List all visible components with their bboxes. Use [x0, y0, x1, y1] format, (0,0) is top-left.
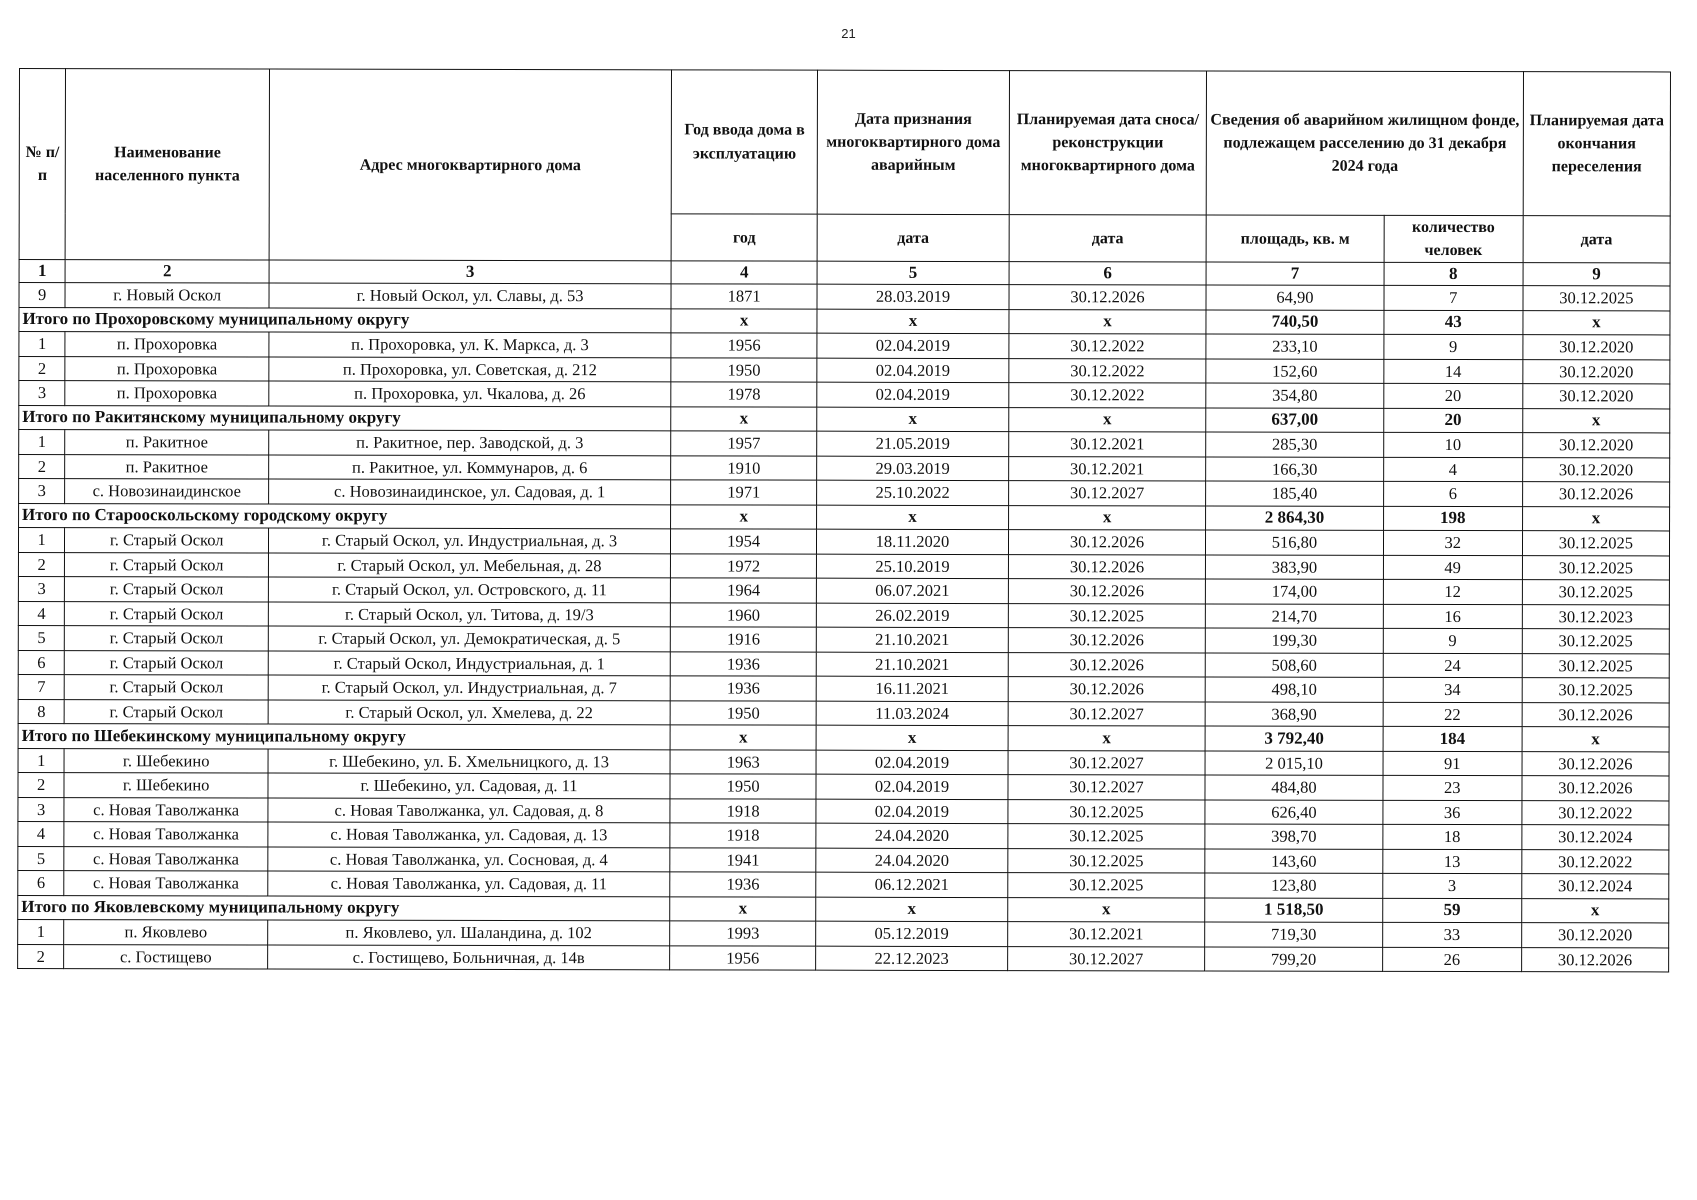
table-cell: 368,90	[1205, 702, 1382, 727]
total-cell: x	[1522, 507, 1669, 532]
table-cell: 30.12.2025	[1522, 678, 1669, 703]
table-cell: 383,90	[1206, 555, 1383, 580]
table-cell: 30.12.2026	[1521, 948, 1668, 973]
table-row	[19, 381, 1670, 409]
total-row	[19, 405, 1670, 433]
table-row	[18, 601, 1669, 629]
table-row	[18, 846, 1669, 874]
table-cell: г. Старый Оскол	[64, 699, 268, 724]
table-cell: 1	[19, 332, 65, 357]
table-cell: 1	[18, 920, 64, 945]
table-cell: 30.12.2025	[1008, 603, 1206, 628]
table-cell: 18.11.2020	[817, 530, 1009, 555]
total-cell: 59	[1382, 898, 1521, 923]
table-body	[18, 283, 1670, 972]
table-cell: п. Прохоровка	[65, 356, 269, 381]
table-cell: г. Старый Оскол	[65, 650, 269, 675]
table-row	[19, 283, 1670, 311]
table-cell: 4	[18, 601, 64, 626]
table-cell: п. Прохоровка, ул. Чкалова, д. 26	[269, 381, 671, 406]
table-cell: 3	[1382, 874, 1521, 899]
total-cell: x	[1523, 409, 1670, 434]
table-row	[18, 552, 1669, 580]
total-cell: x	[1007, 897, 1205, 922]
table-row	[18, 699, 1669, 727]
table-cell: 30.12.2025	[1523, 286, 1670, 311]
table-cell: 1	[18, 528, 64, 553]
table-cell: 285,30	[1206, 432, 1383, 457]
table-cell: с. Гостищево	[64, 944, 268, 969]
table-cell: 30.12.2020	[1523, 360, 1670, 385]
table-cell: 30.12.2026	[1008, 652, 1206, 677]
table-cell: 64,90	[1206, 285, 1383, 310]
table-cell: 30.12.2027	[1008, 481, 1206, 506]
table-cell: 7	[1384, 286, 1523, 311]
table-cell: 30.12.2025	[1522, 580, 1669, 605]
table-cell: п. Ракитное	[65, 430, 269, 455]
table-cell: п. Ракитное	[65, 454, 269, 479]
column-number: 8	[1384, 263, 1523, 286]
table-cell: 16.11.2021	[816, 677, 1008, 702]
table-cell: 8	[18, 699, 64, 724]
table-cell: 30.12.2025	[1522, 629, 1669, 654]
total-cell: x	[1008, 407, 1206, 432]
table-cell: 1936	[670, 872, 816, 897]
table-cell: 02.04.2019	[817, 358, 1009, 383]
table-cell: 30.12.2026	[1008, 628, 1206, 653]
subheader-year: год	[671, 214, 817, 262]
table-row	[18, 773, 1669, 801]
table-cell: г. Старый Оскол	[65, 528, 269, 553]
table-cell: 30.12.2022	[1009, 358, 1207, 383]
table-cell: 5	[18, 626, 64, 651]
table-cell: 18	[1383, 825, 1522, 850]
table-cell: 1963	[670, 750, 816, 775]
table-cell: г. Старый Оскол, ул. Индустриальная, д. 3	[268, 528, 670, 553]
table-cell: 02.04.2019	[816, 775, 1008, 800]
table-cell: 49	[1383, 555, 1522, 580]
table-cell: 30.12.2027	[1008, 701, 1206, 726]
column-number: 5	[817, 262, 1009, 285]
table-cell: 1957	[671, 431, 817, 456]
table-cell: 30.12.2026	[1008, 677, 1206, 702]
total-cell: x	[1523, 311, 1670, 336]
table-cell: 6	[18, 871, 64, 896]
table-cell: 25.10.2022	[817, 481, 1009, 506]
table-cell: 3	[19, 381, 65, 406]
column-number: 6	[1009, 262, 1207, 285]
table-cell: г. Старый Оскол, ул. Демократическая, д. 5	[268, 626, 670, 651]
table-cell: г. Старый Оскол, ул. Мебельная, д. 28	[268, 553, 670, 578]
table-cell: 14	[1384, 359, 1523, 384]
table-cell: 30.12.2024	[1522, 874, 1669, 899]
subheader-date: дата	[817, 214, 1009, 262]
table-cell: с. Новозинаидинское, ул. Садовая, д. 1	[269, 479, 671, 504]
total-cell: x	[671, 309, 817, 334]
table-cell: 1950	[670, 701, 816, 726]
header-year: Год ввода дома в эксплуатацию	[671, 70, 817, 214]
table-cell: 24	[1383, 653, 1522, 678]
table-cell: 3	[18, 797, 64, 822]
total-cell: x	[671, 505, 817, 530]
table-cell: п. Прохоровка	[65, 381, 269, 406]
table-cell: 02.04.2019	[817, 334, 1009, 359]
table-cell: 4	[18, 822, 64, 847]
table-cell: 508,60	[1206, 653, 1383, 678]
total-cell: 184	[1383, 727, 1522, 752]
table-cell: 20	[1383, 384, 1522, 409]
total-row	[18, 724, 1669, 752]
table-cell: 30.12.2021	[1007, 922, 1205, 947]
table-cell: 23	[1383, 776, 1522, 801]
table-cell: 30.12.2026	[1008, 579, 1206, 604]
table-cell: г. Новый Оскол	[65, 283, 269, 308]
table-cell: 36	[1383, 800, 1522, 825]
table-cell: п. Яковлево	[64, 920, 268, 945]
table-cell: 30.12.2021	[1008, 432, 1206, 457]
table-cell: 30.12.2025	[1522, 654, 1669, 679]
table-cell: г. Старый Оскол	[65, 552, 269, 577]
table-cell: 30.12.2023	[1522, 605, 1669, 630]
table-cell: с. Гостищево, Больничная, д. 14в	[268, 945, 670, 970]
table-cell: 12	[1383, 580, 1522, 605]
header-recognized: Дата признания многоквартирного дома аварийным	[817, 70, 1009, 214]
total-cell: 43	[1384, 310, 1523, 335]
table-cell: 11.03.2024	[816, 701, 1008, 726]
table-cell: 6	[1383, 482, 1522, 507]
table-row	[18, 577, 1669, 605]
table-cell: г. Старый Оскол	[65, 601, 269, 626]
table-cell: 199,30	[1206, 628, 1383, 653]
table-cell: 1960	[670, 603, 816, 628]
table-cell: 1936	[670, 676, 816, 701]
table-cell: 2	[18, 944, 64, 969]
table-cell: 1936	[670, 652, 816, 677]
total-row	[19, 307, 1670, 335]
table-cell: 3	[19, 479, 65, 504]
table-cell: 1941	[670, 848, 816, 873]
table-cell: 30.12.2026	[1008, 530, 1206, 555]
table-cell: 719,30	[1205, 922, 1382, 947]
table-cell: 1910	[671, 456, 817, 481]
table-cell: г. Старый Оскол, Индустриальная, д. 1	[268, 651, 670, 676]
total-cell: x	[1008, 726, 1206, 751]
table-cell: 185,40	[1206, 481, 1383, 506]
table-cell: 30.12.2026	[1009, 285, 1207, 310]
table-cell: 398,70	[1205, 824, 1382, 849]
table-row	[19, 479, 1670, 507]
table-cell: 1993	[670, 921, 816, 946]
table-cell: 30.12.2026	[1522, 752, 1669, 777]
column-number: 1	[19, 260, 65, 283]
table-row	[18, 650, 1669, 678]
table-row	[18, 528, 1669, 556]
table-cell: 2	[18, 773, 64, 798]
table-cell: г. Шебекино, ул. Б. Хмельницкого, д. 13	[268, 749, 670, 774]
table-cell: с. Новая Таволжанка, ул. Садовая, д. 8	[268, 798, 670, 823]
table-cell: 05.12.2019	[816, 922, 1008, 947]
table-cell: 29.03.2019	[817, 456, 1009, 481]
table-cell: г. Старый Оскол	[65, 626, 269, 651]
table-cell: г. Старый Оскол, ул. Титова, д. 19/3	[268, 602, 670, 627]
table-cell: 1978	[671, 382, 817, 407]
total-cell: x	[671, 407, 817, 432]
table-cell: 9	[19, 283, 65, 308]
table-cell: 30.12.2022	[1009, 334, 1207, 359]
table-cell: 9	[1384, 335, 1523, 360]
table-cell: 498,10	[1205, 677, 1382, 702]
table-cell: 24.04.2020	[816, 824, 1008, 849]
total-cell: 637,00	[1206, 408, 1383, 433]
table-cell: 06.12.2021	[816, 873, 1008, 898]
column-number: 7	[1206, 262, 1383, 285]
table-cell: 174,00	[1206, 579, 1383, 604]
total-cell: x	[1522, 727, 1669, 752]
total-cell: 1 518,50	[1205, 898, 1382, 923]
table-cell: 1954	[671, 529, 817, 554]
table-cell: п. Ракитное, пер. Заводской, д. 3	[269, 430, 671, 455]
table-cell: 30.12.2022	[1522, 850, 1669, 875]
table-row	[18, 748, 1669, 776]
table-cell: 13	[1383, 849, 1522, 874]
table-cell: г. Шебекино	[64, 748, 268, 773]
table-cell: 1	[18, 748, 64, 773]
total-cell: x	[670, 725, 816, 750]
table-cell: 484,80	[1205, 775, 1382, 800]
table-cell: 30.12.2020	[1522, 458, 1669, 483]
column-number-row	[19, 260, 1670, 286]
total-title: Итого по Шебекинскому муниципальному округу	[18, 724, 670, 750]
table-cell: п. Прохоровка, ул. К. Маркса, д. 3	[269, 332, 671, 357]
table-cell: 1972	[671, 554, 817, 579]
column-number: 2	[65, 260, 269, 283]
table-cell: 30.12.2020	[1521, 923, 1668, 948]
table-cell: 143,60	[1205, 849, 1382, 874]
table-cell: с. Новая Таволжанка	[64, 797, 268, 822]
table-cell: 1	[19, 430, 65, 455]
page-number: 21	[841, 26, 856, 41]
header-address: Адрес многоквартирного дома	[269, 69, 672, 261]
table-cell: 1918	[670, 823, 816, 848]
table-cell: 02.04.2019	[816, 799, 1008, 824]
total-cell: 2 864,30	[1206, 506, 1383, 531]
table-cell: 02.04.2019	[816, 750, 1008, 775]
table-cell: г. Старый Оскол	[65, 675, 269, 700]
table-cell: с. Новая Таволжанка, ул. Садовая, д. 13	[268, 822, 670, 847]
table-cell: 30.12.2022	[1522, 801, 1669, 826]
table-row	[18, 822, 1669, 850]
table-cell: 2 015,10	[1205, 751, 1382, 776]
header-num: № п/п	[19, 69, 66, 260]
table-row	[18, 675, 1669, 703]
header-settlement: Наименование населенного пункта	[65, 69, 269, 261]
total-title: Итого по Ракитянскому муниципальному округу	[19, 405, 671, 431]
table-cell: 2	[18, 552, 64, 577]
table-cell: г. Старый Оскол, ул. Хмелева, д. 22	[268, 700, 670, 725]
table-cell: 16	[1383, 604, 1522, 629]
table-row	[19, 430, 1670, 458]
table-row	[19, 332, 1670, 360]
table-cell: г. Старый Оскол, ул. Индустриальная, д. 7	[268, 675, 670, 700]
table-cell: с. Новая Таволжанка	[64, 871, 268, 896]
table-cell: 30.12.2022	[1009, 383, 1207, 408]
table-cell: 1918	[670, 799, 816, 824]
table-row	[18, 944, 1669, 972]
table-cell: 33	[1382, 923, 1521, 948]
table-cell: 30.12.2020	[1522, 433, 1669, 458]
table-cell: 30.12.2026	[1522, 776, 1669, 801]
table-cell: с. Новая Таволжанка	[64, 846, 268, 871]
table-cell: 26	[1382, 947, 1521, 972]
table-cell: 30.12.2027	[1007, 946, 1205, 971]
table-cell: г. Шебекино, ул. Садовая, д. 11	[268, 773, 670, 798]
emergency-housing-table	[17, 68, 1671, 973]
table-cell: 516,80	[1206, 530, 1383, 555]
column-number: 3	[269, 260, 671, 284]
table-row	[18, 871, 1669, 899]
total-cell: x	[817, 407, 1009, 432]
total-cell: x	[817, 309, 1009, 334]
table-cell: с. Новозинаидинское	[65, 479, 269, 504]
table-cell: 91	[1383, 751, 1522, 776]
table-cell: 34	[1383, 678, 1522, 703]
table-cell: 1964	[670, 578, 816, 603]
table-cell: 26.02.2019	[817, 603, 1009, 628]
table-cell: 7	[18, 675, 64, 700]
table-cell: 30.12.2026	[1522, 482, 1669, 507]
table-row	[18, 920, 1669, 948]
table-cell: 30.12.2027	[1008, 775, 1206, 800]
total-cell: x	[817, 505, 1009, 530]
total-title: Итого по Прохоровскому муниципальному округу	[19, 307, 671, 333]
table-cell: 30.12.2025	[1008, 848, 1206, 873]
table-cell: 22	[1383, 702, 1522, 727]
table-cell: 1971	[671, 480, 817, 505]
table-cell: 30.12.2027	[1008, 750, 1206, 775]
table-cell: 30.12.2025	[1008, 873, 1206, 898]
table-cell: 1916	[670, 627, 816, 652]
subheader-date: дата	[1009, 215, 1207, 263]
table-cell: 30.12.2025	[1522, 556, 1669, 581]
table-cell: 1950	[670, 774, 816, 799]
table-cell: 123,80	[1205, 873, 1382, 898]
table-cell: г. Старый Оскол, ул. Островского, д. 11	[268, 577, 670, 602]
table-cell: 30.12.2026	[1008, 554, 1206, 579]
table-row	[19, 454, 1670, 482]
table-cell: с. Новая Таволжанка	[64, 822, 268, 847]
table-cell: 1950	[671, 358, 817, 383]
table-cell: п. Прохоровка	[65, 332, 269, 357]
table-cell: с. Новая Таволжанка, ул. Сосновая, д. 4	[268, 847, 670, 872]
table-row	[18, 797, 1669, 825]
table-cell: 626,40	[1205, 800, 1382, 825]
table-cell: 152,60	[1206, 359, 1383, 384]
table-cell: п. Яковлево, ул. Шаландина, д. 102	[268, 920, 670, 945]
total-cell: x	[816, 726, 1008, 751]
table-cell: 30.12.2025	[1008, 824, 1206, 849]
subheader-people: количество человек	[1384, 215, 1523, 263]
total-row	[18, 895, 1669, 923]
table-cell: 24.04.2020	[816, 848, 1008, 873]
table-cell: 21.10.2021	[817, 628, 1009, 653]
table-cell: 1871	[671, 284, 817, 309]
table-cell: 30.12.2021	[1008, 456, 1206, 481]
table-cell: 22.12.2023	[816, 946, 1008, 971]
table-cell: 02.04.2019	[817, 383, 1009, 408]
table-cell: 233,10	[1206, 334, 1383, 359]
table-cell: г. Шебекино	[64, 773, 268, 798]
total-cell: x	[816, 897, 1008, 922]
total-cell: 20	[1383, 408, 1522, 433]
table-cell: 30.12.2025	[1008, 799, 1206, 824]
total-cell: x	[670, 897, 816, 922]
column-number: 9	[1523, 263, 1670, 286]
column-number: 4	[671, 261, 817, 284]
table-cell: 30.12.2020	[1523, 384, 1670, 409]
subheader-date: дата	[1523, 216, 1670, 264]
table-cell: 9	[1383, 629, 1522, 654]
table-cell: 28.03.2019	[817, 285, 1009, 310]
table-cell: 30.12.2020	[1523, 335, 1670, 360]
table-cell: 32	[1383, 531, 1522, 556]
table-cell: 1956	[671, 333, 817, 358]
table-cell: 4	[1383, 457, 1522, 482]
total-cell: x	[1522, 899, 1669, 924]
table-cell: 799,20	[1205, 947, 1382, 972]
table-cell: 21.10.2021	[816, 652, 1008, 677]
table-cell: г. Старый Оскол	[65, 577, 269, 602]
table-cell: 3	[18, 577, 64, 602]
table-cell: 30.12.2026	[1522, 703, 1669, 728]
total-cell: 3 792,40	[1205, 726, 1382, 751]
table-cell: 21.05.2019	[817, 432, 1009, 457]
table-cell: 1956	[670, 946, 816, 971]
table-cell: п. Ракитное, ул. Коммунаров, д. 6	[269, 455, 671, 480]
table-row	[19, 356, 1670, 384]
table-cell: 10	[1383, 433, 1522, 458]
total-cell: 198	[1383, 506, 1522, 531]
table-cell: 354,80	[1206, 383, 1383, 408]
total-cell: x	[1009, 309, 1207, 334]
table-cell: 2	[19, 454, 65, 479]
table-cell: 166,30	[1206, 457, 1383, 482]
header-end: Планируемая дата окончания переселения	[1523, 72, 1671, 216]
table-cell: 214,70	[1206, 604, 1383, 629]
table-cell: г. Новый Оскол, ул. Славы, д. 53	[269, 283, 671, 308]
table-cell: п. Прохоровка, ул. Советская, д. 212	[269, 357, 671, 382]
table-cell: 25.10.2019	[817, 554, 1009, 579]
total-cell: x	[1008, 505, 1206, 530]
total-row	[19, 503, 1670, 531]
table-cell: 30.12.2024	[1522, 825, 1669, 850]
total-cell: 740,50	[1206, 310, 1383, 335]
table-cell: 2	[19, 356, 65, 381]
table-row	[18, 626, 1669, 654]
table-cell: 5	[18, 846, 64, 871]
header-fund: Сведения об аварийном жилищном фонде, подлежащем расселению до 31 декабря 2024 года	[1206, 71, 1523, 216]
total-title: Итого по Яковлевскому муниципальному округу	[18, 895, 670, 921]
table-cell: 6	[18, 650, 64, 675]
table-cell: 06.07.2021	[817, 579, 1009, 604]
table-cell: 30.12.2025	[1522, 531, 1669, 556]
total-title: Итого по Старооскольскому городскому округу	[19, 503, 671, 529]
subheader-area: площадь, кв. м	[1206, 215, 1383, 263]
header-demolition: Планируемая дата сноса/ реконструкции многоквартирного дома	[1009, 71, 1207, 215]
table-cell: с. Новая Таволжанка, ул. Садовая, д. 11	[268, 871, 670, 896]
